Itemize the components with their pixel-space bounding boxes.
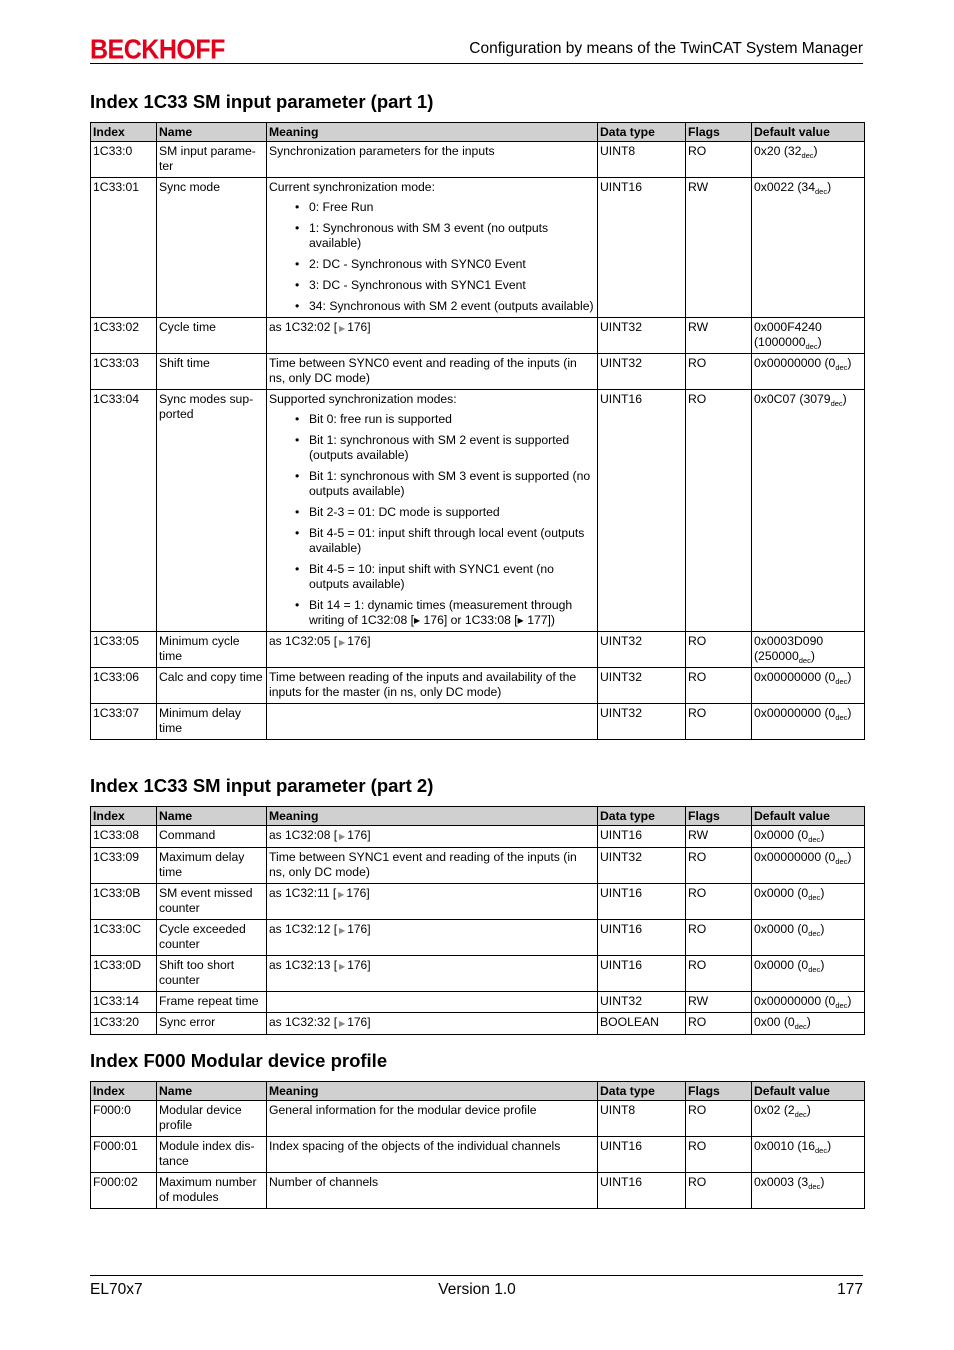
table-row: [91, 1137, 865, 1173]
column-header: Data type: [598, 123, 686, 142]
section-heading: Index F000 Modular device profile: [90, 1050, 388, 1071]
table-row: [91, 1101, 865, 1137]
dec-subscript: dec: [808, 1182, 821, 1191]
data-type-cell: UINT8: [598, 142, 686, 178]
column-header: Meaning: [267, 123, 598, 142]
flags-cell: RO: [686, 1173, 752, 1209]
default-value-close: ): [842, 392, 847, 406]
default-value-close: ): [806, 1103, 811, 1117]
object-table: [90, 806, 865, 1035]
default-value-cell: [752, 632, 865, 668]
name-cell: Module index dis-tance: [157, 1137, 267, 1173]
dec-subscript: dec: [805, 342, 818, 351]
bullet-list: [269, 412, 595, 628]
meaning-cell: [267, 884, 598, 920]
header-row: [91, 807, 865, 826]
footer-page-number: 177: [837, 1281, 863, 1298]
default-value-cell: [752, 318, 865, 354]
default-value-close: ): [847, 670, 852, 684]
table-row: [91, 178, 865, 318]
dec-subscript: dec: [815, 187, 828, 196]
column-header: Default value: [752, 1082, 865, 1101]
page-link[interactable]: 176]: [347, 958, 371, 972]
name-cell: Maximum delay time: [157, 848, 267, 884]
flags-cell: RO: [686, 632, 752, 668]
data-type-cell: UINT16: [598, 1173, 686, 1209]
default-value-cell: [752, 956, 865, 992]
bullet-item: • 2: DC - Synchronous with SYNC0 Event: [309, 257, 595, 272]
flags-cell: RO: [686, 142, 752, 178]
default-value-close: ): [847, 706, 852, 720]
dec-subscript: dec: [794, 1110, 807, 1119]
index-cell: F000:0: [91, 1101, 157, 1137]
table-row: [91, 1173, 865, 1209]
column-header: Flags: [686, 807, 752, 826]
default-value: 0x0003 (3: [754, 1175, 809, 1189]
name-cell: Cycle time: [157, 318, 267, 354]
table-row: [91, 390, 865, 632]
bullet-item: • Bit 4-5 = 01: input shift through local event (outputs available): [309, 526, 595, 556]
flags-cell: RO: [686, 668, 752, 704]
index-cell: 1C33:0B: [91, 884, 157, 920]
data-type-cell: UINT32: [598, 848, 686, 884]
index-cell: F000:01: [91, 1137, 157, 1173]
meaning-ref: as 1C32:13 [: [269, 958, 338, 972]
default-value-close: ): [827, 180, 832, 194]
data-type-cell: UINT32: [598, 992, 686, 1013]
meaning-text: Index spacing of the objects of the individual channels: [269, 1139, 561, 1153]
data-type-cell: UINT32: [598, 668, 686, 704]
meaning-ref: as 1C32:08 [: [269, 828, 338, 842]
name-cell: SM event missed counter: [157, 884, 267, 920]
dec-subscript: dec: [808, 965, 821, 974]
bullet-item: • Bit 0: free run is supported: [309, 412, 595, 427]
default-value-cell: [752, 1137, 865, 1173]
dec-subscript: dec: [808, 893, 821, 902]
table-row: [91, 668, 865, 704]
link-arrow-icon: ▶: [339, 926, 346, 935]
table-row: [91, 1013, 865, 1035]
table-row: [91, 920, 865, 956]
header-row: [91, 123, 865, 142]
flags-cell: RW: [686, 318, 752, 354]
data-type-cell: UINT16: [598, 884, 686, 920]
flags-cell: RO: [686, 1013, 752, 1035]
default-value-cell: [752, 920, 865, 956]
default-value-cell: [752, 848, 865, 884]
default-value-cell: [752, 1173, 865, 1209]
table-row: [91, 632, 865, 668]
meaning-cell: [267, 1101, 598, 1137]
meaning-cell: [267, 826, 598, 848]
flags-cell: RW: [686, 992, 752, 1013]
default-value: 0x20 (32: [754, 144, 802, 158]
page-link[interactable]: 176]: [346, 886, 370, 900]
default-value-close: ): [827, 1139, 832, 1153]
default-value: 0x00000000 (0: [754, 670, 836, 684]
data-type-cell: UINT8: [598, 1101, 686, 1137]
data-type-cell: UINT16: [598, 178, 686, 318]
flags-cell: RO: [686, 704, 752, 740]
default-value-close: ): [820, 958, 825, 972]
default-value: 0x0010 (16: [754, 1139, 815, 1153]
index-cell: 1C33:04: [91, 390, 157, 632]
bullet-item: • Bit 1: synchronous with SM 2 event is supported (outputs available): [309, 433, 595, 463]
meaning-text: Number of channels: [269, 1175, 379, 1189]
meaning-cell: [267, 178, 598, 318]
dec-subscript: dec: [798, 656, 811, 665]
flags-cell: RO: [686, 884, 752, 920]
index-cell: 1C33:05: [91, 632, 157, 668]
default-value-close: ): [820, 886, 825, 900]
index-cell: 1C33:01: [91, 178, 157, 318]
section-heading: Index 1C33 SM input parameter (part 2): [90, 775, 434, 796]
data-type-cell: UINT16: [598, 956, 686, 992]
bullet-item: • 0: Free Run: [309, 200, 595, 215]
data-type-cell: BOOLEAN: [598, 1013, 686, 1035]
default-value-cell: [752, 884, 865, 920]
default-value: 0x02 (2: [754, 1103, 795, 1117]
beckhoff-logo: BECKHOFF: [90, 34, 225, 66]
default-value-close: ): [810, 649, 815, 663]
column-header: Index: [91, 123, 157, 142]
default-value: 0x00000000 (0: [754, 706, 836, 720]
link-arrow-icon: ▶: [339, 1019, 346, 1028]
footer-version: Version 1.0: [438, 1281, 516, 1298]
meaning-text: General information for the modular device profile: [269, 1103, 537, 1117]
data-type-cell: UINT16: [598, 390, 686, 632]
dec-subscript: dec: [815, 1146, 828, 1155]
name-cell: Shift time: [157, 354, 267, 390]
index-cell: 1C33:03: [91, 354, 157, 390]
default-value: 0x0000 (0: [754, 922, 809, 936]
name-cell: Frame repeat time: [157, 992, 267, 1013]
index-cell: 1C33:0D: [91, 956, 157, 992]
meaning-ref: as 1C32:05 [: [269, 634, 338, 648]
meaning-cell: [267, 390, 598, 632]
column-header: Default value: [752, 807, 865, 826]
default-value: 0x0000 (0: [754, 958, 809, 972]
flags-cell: RW: [686, 826, 752, 848]
default-value: 0x00000000 (0: [754, 994, 836, 1008]
bullet-item: • Bit 1: synchronous with SM 3 event is supported (no outputs available): [309, 469, 595, 499]
meaning-text: Time between SYNC1 event and reading of the inputs (in ns, only DC mode): [269, 850, 577, 879]
default-value-close: ): [813, 144, 818, 158]
table-row: [91, 884, 865, 920]
bullet-item: • Bit 2-3 = 01: DC mode is supported: [309, 505, 595, 520]
name-cell: Sync modes sup-ported: [157, 390, 267, 632]
index-cell: 1C33:0: [91, 142, 157, 178]
default-value-close: ): [820, 828, 825, 842]
data-type-cell: UINT32: [598, 318, 686, 354]
meaning-intro: Current synchronization mode:: [269, 180, 435, 194]
column-header: Name: [157, 807, 267, 826]
index-cell: 1C33:14: [91, 992, 157, 1013]
dec-subscript: dec: [835, 713, 848, 722]
link-arrow-icon: ▶: [339, 324, 346, 333]
default-value-cell: [752, 178, 865, 318]
table-row: [91, 354, 865, 390]
default-value-cell: [752, 668, 865, 704]
data-type-cell: UINT32: [598, 632, 686, 668]
default-value-cell: [752, 390, 865, 632]
index-cell: 1C33:07: [91, 704, 157, 740]
link-arrow-icon: ▶: [339, 638, 346, 647]
bullet-list: [269, 200, 595, 314]
dec-subscript: dec: [830, 399, 843, 408]
bullet-item: • 1: Synchronous with SM 3 event (no outputs available): [309, 221, 595, 251]
default-value: 0x0000 (0: [754, 828, 809, 842]
meaning-intro: Supported synchronization modes:: [269, 392, 457, 406]
default-value-close: ): [820, 922, 825, 936]
dec-subscript: dec: [801, 151, 814, 160]
column-header: Default value: [752, 123, 865, 142]
meaning-text: Time between SYNC0 event and reading of the inputs (in ns, only DC mode): [269, 356, 577, 385]
flags-cell: RO: [686, 956, 752, 992]
index-cell: F000:02: [91, 1173, 157, 1209]
name-cell: Modular device profile: [157, 1101, 267, 1137]
name-cell: Calc and copy time: [157, 668, 267, 704]
name-cell: Minimum cycle time: [157, 632, 267, 668]
bullet-item: • 34: Synchronous with SM 2 event (outputs available): [309, 299, 595, 314]
meaning-ref: as 1C32:12 [: [269, 922, 338, 936]
name-cell: Command: [157, 826, 267, 848]
flags-cell: RO: [686, 390, 752, 632]
default-value: 0x0003D090 (250000: [754, 634, 824, 663]
data-type-cell: UINT16: [598, 1137, 686, 1173]
link-arrow-icon: ▶: [339, 962, 346, 971]
object-table: [90, 1081, 865, 1209]
default-value: 0x0022 (34: [754, 180, 815, 194]
object-table: [90, 122, 865, 740]
name-cell: Sync error: [157, 1013, 267, 1035]
default-value-cell: [752, 142, 865, 178]
bullet-item: • 3: DC - Synchronous with SYNC1 Event: [309, 278, 595, 293]
default-value: 0x00 (0: [754, 1015, 795, 1029]
page-link[interactable]: 176]: [347, 922, 371, 936]
default-value-cell: [752, 826, 865, 848]
default-value-close: ): [847, 994, 852, 1008]
meaning-cell: [267, 1173, 598, 1209]
meaning-ref: as 1C32:02 [: [269, 320, 338, 334]
flags-cell: RO: [686, 920, 752, 956]
name-cell: Maximum number of modules: [157, 1173, 267, 1209]
data-type-cell: UINT32: [598, 354, 686, 390]
default-value-close: ): [847, 850, 852, 864]
name-cell: Shift too short counter: [157, 956, 267, 992]
index-cell: 1C33:06: [91, 668, 157, 704]
meaning-ref: as 1C32:32 [: [269, 1015, 338, 1029]
link-arrow-icon: ▶: [338, 890, 345, 899]
flags-cell: RW: [686, 178, 752, 318]
meaning-cell: [267, 142, 598, 178]
meaning-cell: [267, 354, 598, 390]
name-cell: Cycle exceeded counter: [157, 920, 267, 956]
data-type-cell: UINT16: [598, 826, 686, 848]
meaning-text: Synchronization parameters for the inputs: [269, 144, 495, 158]
footer-product: EL70x7: [90, 1281, 143, 1298]
page-link[interactable]: 176]: [347, 320, 371, 334]
dec-subscript: dec: [835, 677, 848, 686]
default-value: 0x0C07 (3079: [754, 392, 831, 406]
table-row: [91, 704, 865, 740]
footer-rule: [90, 1275, 863, 1276]
default-value: 0x000F4240 (1000000: [754, 320, 822, 349]
index-cell: 1C33:20: [91, 1013, 157, 1035]
table-row: [91, 142, 865, 178]
header-row: [91, 1082, 865, 1101]
default-value-close: ): [847, 356, 852, 370]
index-cell: 1C33:02: [91, 318, 157, 354]
flags-cell: RO: [686, 1101, 752, 1137]
link-arrow-icon: ▶: [339, 832, 346, 841]
page-link[interactable]: 176]: [347, 634, 371, 648]
table-row: [91, 848, 865, 884]
bullet-item: • Bit 4-5 = 10: input shift with SYNC1 event (no outputs available): [309, 562, 595, 592]
default-value: 0x0000 (0: [754, 886, 809, 900]
default-value: 0x00000000 (0: [754, 850, 836, 864]
meaning-cell: [267, 318, 598, 354]
default-value-cell: [752, 704, 865, 740]
data-type-cell: UINT16: [598, 920, 686, 956]
dec-subscript: dec: [835, 363, 848, 372]
table-row: [91, 992, 865, 1013]
index-cell: 1C33:09: [91, 848, 157, 884]
default-value-cell: [752, 1013, 865, 1035]
default-value-cell: [752, 992, 865, 1013]
column-header: Name: [157, 123, 267, 142]
column-header: Meaning: [267, 1082, 598, 1101]
index-cell: 1C33:08: [91, 826, 157, 848]
meaning-cell: [267, 956, 598, 992]
column-header: Data type: [598, 807, 686, 826]
index-cell: 1C33:0C: [91, 920, 157, 956]
table-row: [91, 826, 865, 848]
table-row: [91, 956, 865, 992]
bullet-item: • Bit 14 = 1: dynamic times (measurement through writing of 1C32:08 [▸ 176] or 1C33:08 [▸ 177]): [309, 598, 595, 628]
meaning-text: Time between reading of the inputs and availability of the inputs for the master (in ns, only DC mode): [269, 670, 577, 699]
name-cell: Minimum delay time: [157, 704, 267, 740]
page-link[interactable]: 176]: [347, 828, 371, 842]
meaning-cell: [267, 668, 598, 704]
default-value-cell: [752, 354, 865, 390]
column-header: Data type: [598, 1082, 686, 1101]
column-header: Name: [157, 1082, 267, 1101]
dec-subscript: dec: [808, 835, 821, 844]
default-value-close: ): [817, 335, 822, 349]
dec-subscript: dec: [794, 1022, 807, 1031]
flags-cell: RO: [686, 1137, 752, 1173]
data-type-cell: UINT32: [598, 704, 686, 740]
meaning-cell: [267, 992, 598, 1013]
column-header: Meaning: [267, 807, 598, 826]
default-value-close: ): [820, 1175, 825, 1189]
page-link[interactable]: 176]: [347, 1015, 371, 1029]
meaning-cell: [267, 920, 598, 956]
header-title: Configuration by means of the TwinCAT System Manager: [469, 40, 863, 57]
header-rule: [90, 63, 863, 64]
meaning-cell: [267, 632, 598, 668]
default-value-close: ): [806, 1015, 811, 1029]
dec-subscript: dec: [835, 1001, 848, 1010]
meaning-cell: [267, 1137, 598, 1173]
column-header: Index: [91, 1082, 157, 1101]
dec-subscript: dec: [808, 929, 821, 938]
meaning-cell: [267, 704, 598, 740]
table-row: [91, 318, 865, 354]
name-cell: Sync mode: [157, 178, 267, 318]
meaning-ref: as 1C32:11 [: [269, 886, 337, 900]
default-value-cell: [752, 1101, 865, 1137]
name-cell: SM input parame-ter: [157, 142, 267, 178]
column-header: Flags: [686, 123, 752, 142]
meaning-cell: [267, 1013, 598, 1035]
flags-cell: RO: [686, 848, 752, 884]
section-heading: Index 1C33 SM input parameter (part 1): [90, 91, 434, 112]
dec-subscript: dec: [835, 857, 848, 866]
column-header: Index: [91, 807, 157, 826]
column-header: Flags: [686, 1082, 752, 1101]
default-value: 0x00000000 (0: [754, 356, 836, 370]
flags-cell: RO: [686, 354, 752, 390]
meaning-cell: [267, 848, 598, 884]
